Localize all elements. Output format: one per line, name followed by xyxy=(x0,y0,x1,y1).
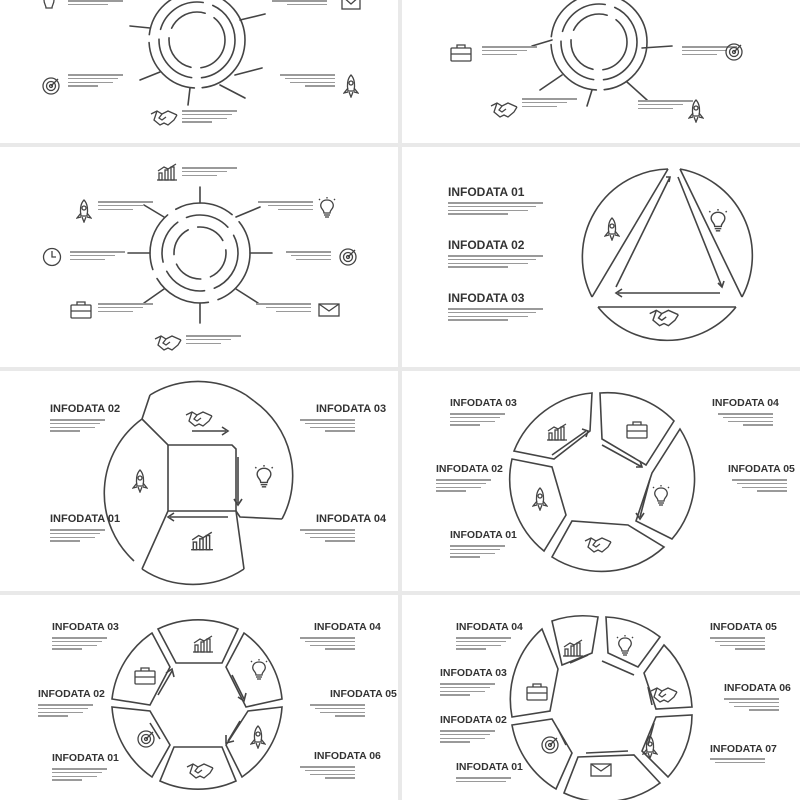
text-placeholder xyxy=(300,419,355,434)
slide-8-cycle-7 xyxy=(402,595,800,800)
lightbulb-icon xyxy=(250,659,268,681)
text-placeholder xyxy=(638,100,693,111)
infodata-label-6: INFODATA 06 xyxy=(724,682,791,694)
text-placeholder xyxy=(456,637,511,652)
infodata-label-2: INFODATA 02 xyxy=(448,238,525,252)
infodata-label-2: INFODATA 02 xyxy=(436,463,503,475)
text-placeholder xyxy=(718,413,773,428)
text-placeholder xyxy=(286,251,331,262)
envelope-icon xyxy=(341,0,361,10)
envelope-icon xyxy=(590,763,612,777)
target-icon xyxy=(540,735,560,755)
chart-icon xyxy=(192,635,214,653)
handshake-icon xyxy=(186,761,214,781)
infodata-label-4: INFODATA 04 xyxy=(314,621,381,633)
briefcase-icon xyxy=(70,301,92,319)
chart-icon xyxy=(190,531,214,551)
clock-icon xyxy=(42,247,62,267)
chart-icon xyxy=(562,639,584,657)
text-placeholder xyxy=(448,255,543,270)
text-placeholder xyxy=(38,704,93,719)
text-placeholder xyxy=(68,74,123,89)
rocket-icon xyxy=(532,487,548,511)
text-placeholder xyxy=(436,479,491,494)
text-placeholder xyxy=(50,529,105,544)
handshake-icon xyxy=(584,535,612,555)
text-placeholder xyxy=(310,704,365,719)
text-placeholder xyxy=(258,201,313,212)
infodata-label-1: INFODATA 01 xyxy=(456,761,523,773)
briefcase-icon xyxy=(450,44,472,62)
text-placeholder xyxy=(710,637,765,652)
infodata-label-1: INFODATA 01 xyxy=(50,513,121,525)
lightbulb-icon xyxy=(708,209,728,233)
text-placeholder xyxy=(724,698,779,713)
slide-2-spiral-5 xyxy=(402,0,800,143)
text-placeholder xyxy=(52,637,107,652)
infodata-label-6: INFODATA 06 xyxy=(314,750,381,762)
text-placeholder xyxy=(448,202,543,217)
rocket-icon xyxy=(688,99,704,123)
briefcase-icon xyxy=(626,421,648,439)
target-icon xyxy=(41,76,61,96)
slide-5-cycle-4 xyxy=(0,371,398,591)
handshake-icon xyxy=(648,307,680,329)
text-placeholder xyxy=(68,0,123,8)
infodata-label-3: INFODATA 03 xyxy=(450,397,517,409)
slide-7-cycle-6 xyxy=(0,595,398,800)
infodata-label-3: INFODATA 03 xyxy=(52,621,119,633)
text-placeholder xyxy=(98,303,153,314)
rocket-icon xyxy=(132,469,148,493)
infodata-label-4: INFODATA 04 xyxy=(456,621,523,633)
text-placeholder xyxy=(710,758,765,766)
text-placeholder xyxy=(182,110,237,125)
text-placeholder xyxy=(256,303,311,314)
text-placeholder xyxy=(456,777,511,785)
infodata-label-2: INFODATA 02 xyxy=(50,403,121,415)
infodata-label-2: INFODATA 02 xyxy=(440,714,507,726)
target-icon xyxy=(338,247,358,267)
infodata-label-1: INFODATA 01 xyxy=(448,185,525,199)
spiral-diagram xyxy=(402,0,800,143)
slide-6-cycle-5 xyxy=(402,371,800,591)
lightbulb-icon xyxy=(41,0,57,10)
text-placeholder xyxy=(300,529,355,544)
text-placeholder xyxy=(186,335,241,346)
text-placeholder xyxy=(440,683,495,698)
handshake-icon xyxy=(650,685,678,705)
text-placeholder xyxy=(522,98,577,109)
infodata-label-5: INFODATA 05 xyxy=(728,463,795,475)
envelope-icon xyxy=(318,303,340,317)
infodata-label-4: INFODATA 04 xyxy=(712,397,779,409)
handshake-icon xyxy=(184,409,214,429)
infodata-label-3: INFODATA 03 xyxy=(440,667,507,679)
briefcase-icon xyxy=(526,683,548,701)
slide-1-spiral-5 xyxy=(0,0,398,143)
rocket-icon xyxy=(250,725,266,749)
chart-icon xyxy=(546,423,568,441)
rocket-icon xyxy=(343,74,359,98)
text-placeholder xyxy=(280,74,335,89)
text-placeholder xyxy=(70,251,125,262)
infodata-label-1: INFODATA 01 xyxy=(450,529,517,541)
infodata-label-5: INFODATA 05 xyxy=(710,621,777,633)
lightbulb-icon xyxy=(616,635,634,657)
text-placeholder xyxy=(300,766,355,781)
lightbulb-icon xyxy=(652,485,670,507)
briefcase-icon xyxy=(134,667,156,685)
infodata-label-2: INFODATA 02 xyxy=(38,688,105,700)
chart-icon xyxy=(156,163,178,181)
handshake-icon xyxy=(150,108,178,128)
target-icon xyxy=(136,729,156,749)
rocket-icon xyxy=(604,217,620,241)
lightbulb-icon xyxy=(254,465,274,489)
text-placeholder xyxy=(182,167,237,178)
infodata-label-4: INFODATA 04 xyxy=(316,513,387,525)
target-icon xyxy=(724,42,744,62)
text-placeholder xyxy=(300,637,355,652)
slide-3-spiral-8 xyxy=(0,147,398,367)
text-placeholder xyxy=(450,413,505,428)
infodata-label-3: INFODATA 03 xyxy=(316,403,387,415)
text-placeholder xyxy=(52,768,107,783)
text-placeholder xyxy=(272,0,327,8)
text-placeholder xyxy=(482,46,537,57)
text-placeholder xyxy=(50,419,105,434)
rocket-icon xyxy=(642,735,658,759)
slide-4-cycle-3 xyxy=(402,147,800,367)
text-placeholder xyxy=(732,479,787,494)
text-placeholder xyxy=(440,730,495,745)
infodata-label-1: INFODATA 01 xyxy=(52,752,119,764)
lightbulb-icon xyxy=(318,197,336,219)
handshake-icon xyxy=(490,100,518,120)
infodata-label-3: INFODATA 03 xyxy=(448,291,525,305)
text-placeholder xyxy=(450,545,505,560)
handshake-icon xyxy=(154,333,182,353)
text-placeholder xyxy=(98,201,153,212)
rocket-icon xyxy=(76,199,92,223)
infodata-label-7: INFODATA 07 xyxy=(710,743,777,755)
infodata-label-5: INFODATA 05 xyxy=(330,688,397,700)
text-placeholder xyxy=(448,308,543,323)
